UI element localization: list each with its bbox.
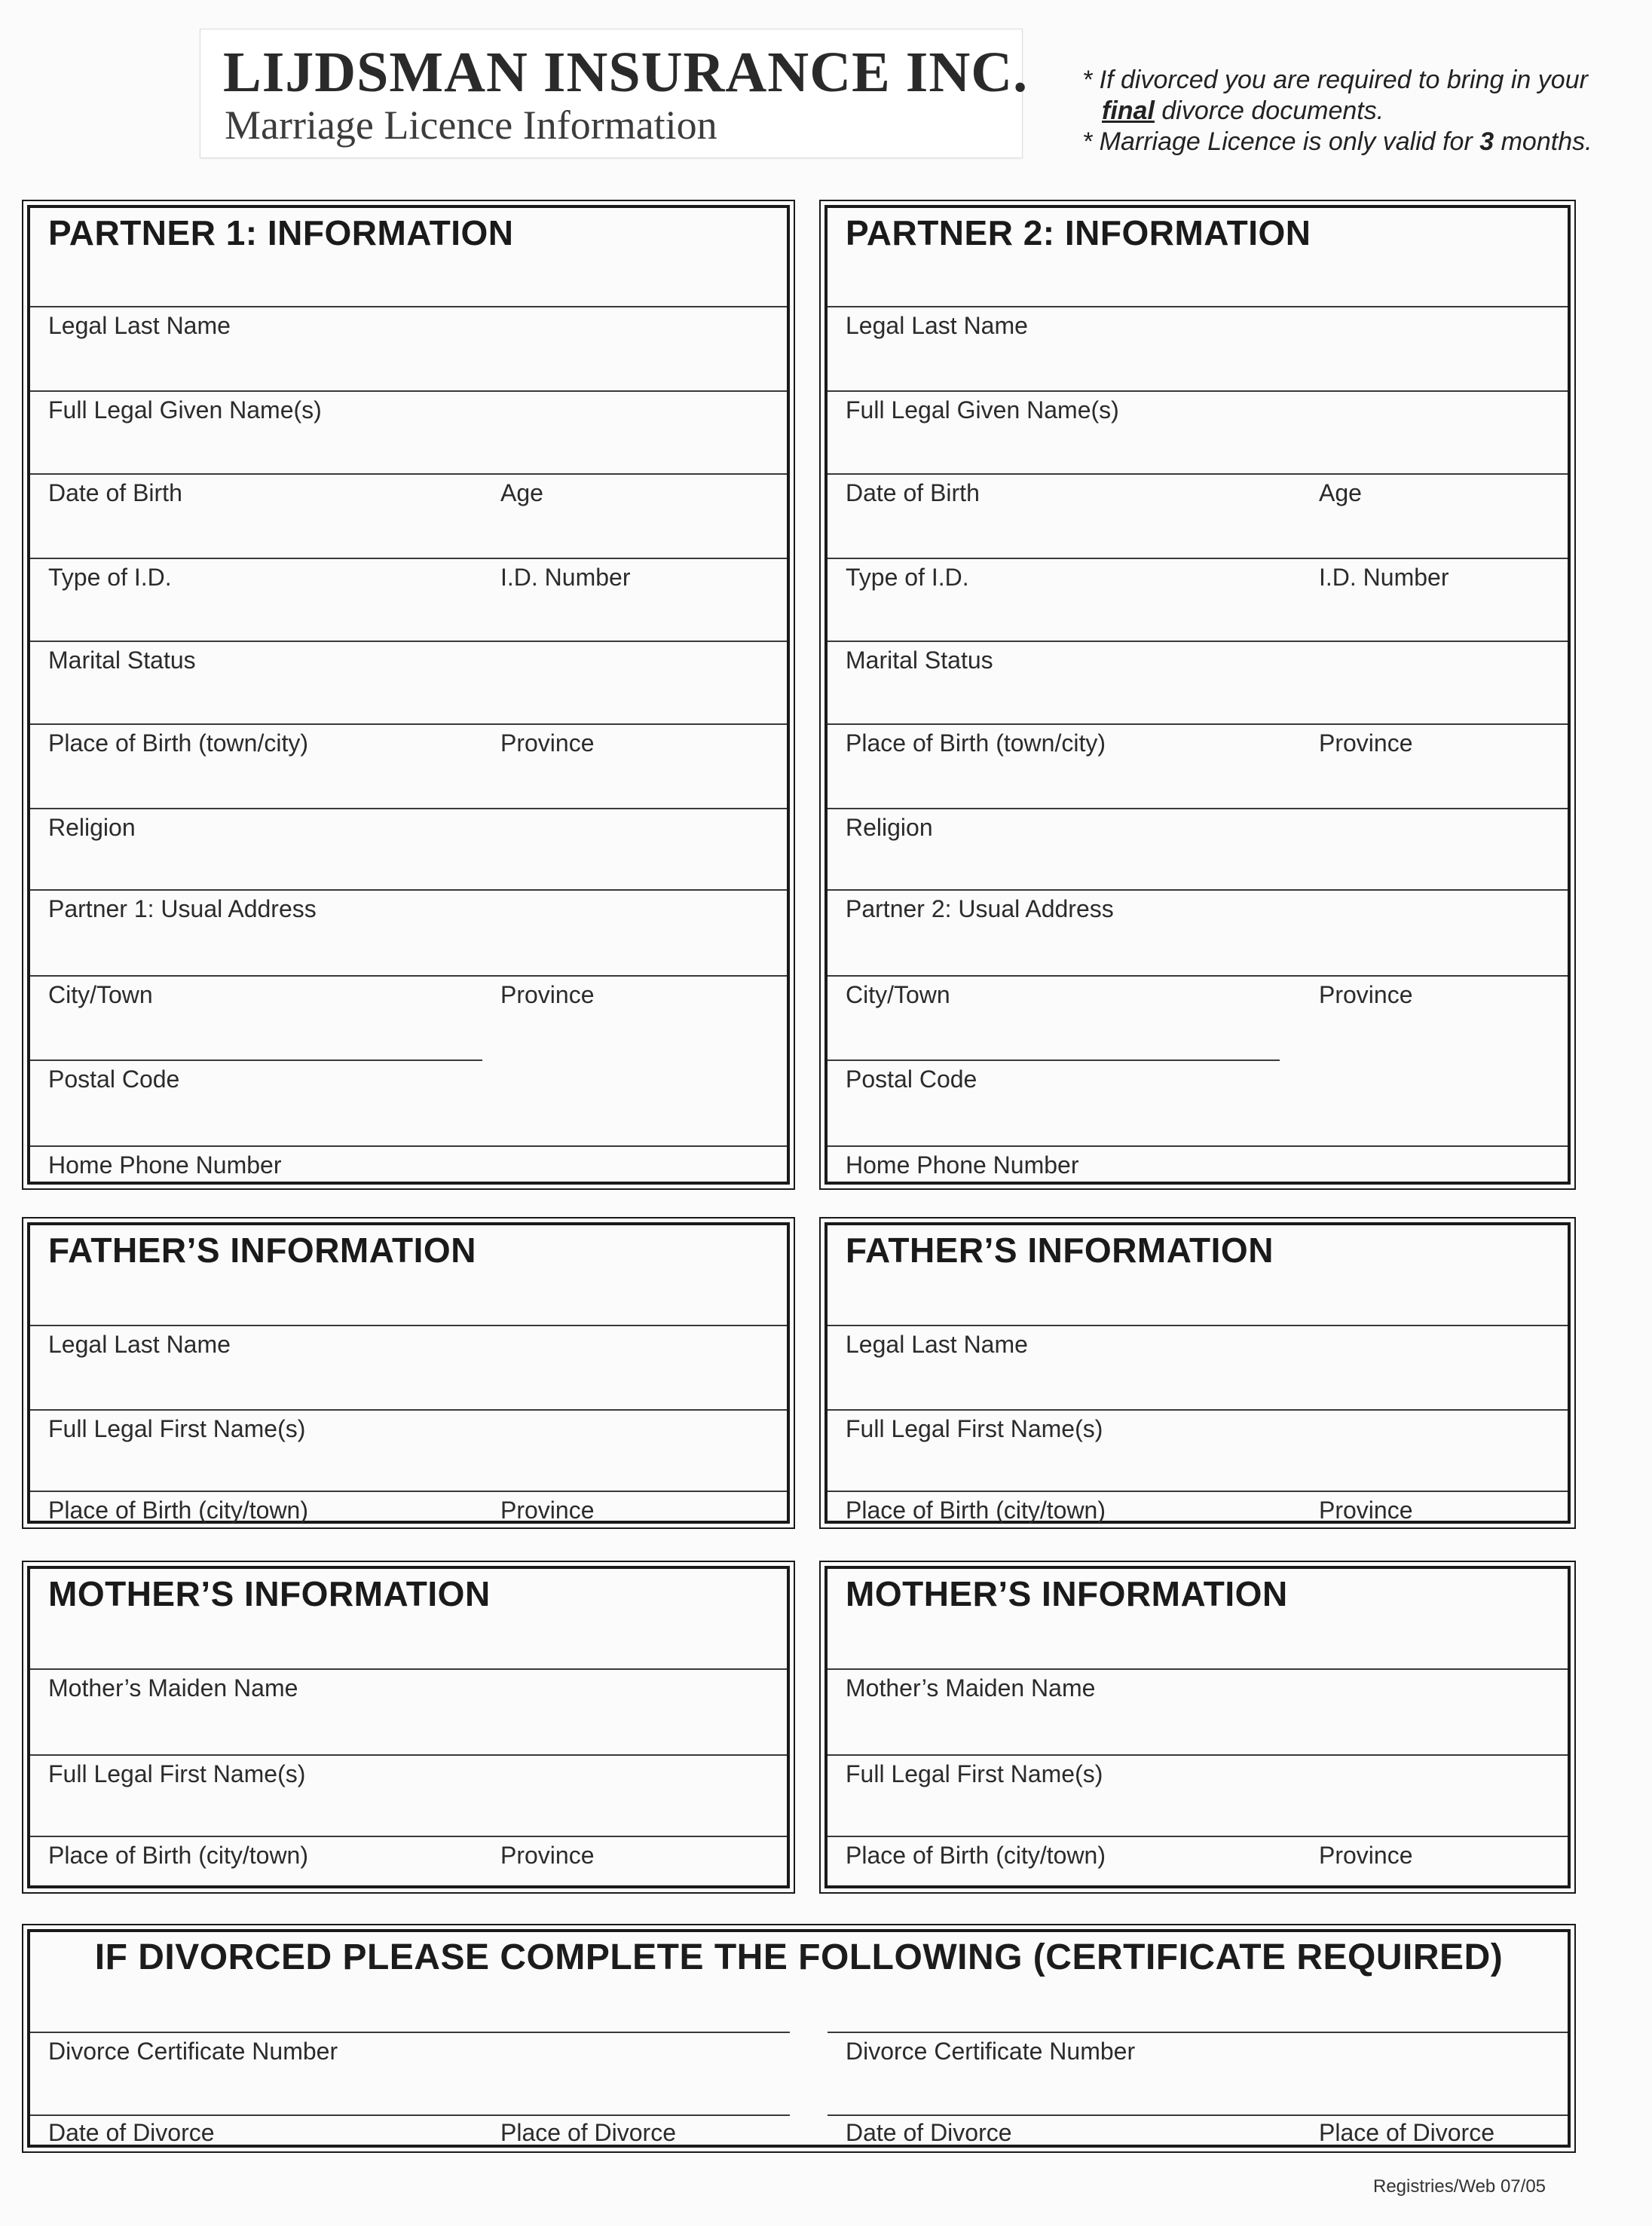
- field-label: Legal Last Name: [846, 312, 1028, 339]
- note-final-emphasis: final: [1102, 96, 1155, 125]
- field-row: [30, 641, 787, 717]
- field-label: Place of Divorce: [500, 2119, 676, 2146]
- header-card: [200, 29, 1029, 158]
- section-title: MOTHER’S INFORMATION: [846, 1574, 1288, 1613]
- field-row: [828, 1754, 1568, 1831]
- field-row: [30, 1409, 787, 1486]
- field-row: [828, 1325, 1568, 1402]
- field-row: [30, 390, 787, 467]
- field-row: [30, 1145, 787, 1183]
- field-row: [828, 306, 1568, 383]
- postal-code-line: [828, 1059, 1280, 1061]
- field-label: Date of Divorce: [48, 2119, 215, 2146]
- field-label: Province: [1319, 1497, 1413, 1524]
- note-licence-months: 3: [1479, 127, 1494, 156]
- field-row: [828, 473, 1568, 550]
- field-row: [30, 808, 787, 885]
- field-label: Place of Birth (city/town): [846, 1842, 1106, 1869]
- field-label: Partner 1: Usual Address: [48, 895, 317, 922]
- field-label: I.D. Number: [500, 564, 631, 591]
- field-row: [828, 390, 1568, 467]
- note-licence-validity: [1082, 127, 1640, 157]
- field-row: [30, 889, 787, 966]
- field-label: Place of Divorce: [1319, 2119, 1494, 2146]
- field-label: Full Legal First Name(s): [48, 1760, 306, 1787]
- field-label: Province: [500, 729, 595, 757]
- section-title: MOTHER’S INFORMATION: [48, 1574, 491, 1613]
- field-label: Legal Last Name: [846, 1331, 1028, 1358]
- field-label: Place of Birth (city/town): [48, 1842, 308, 1869]
- divorce-right-line: [828, 2114, 1568, 2116]
- field-label: Legal Last Name: [48, 312, 231, 339]
- divorce-left-line: [30, 2114, 790, 2116]
- field-row: [30, 306, 787, 383]
- field-row: [30, 558, 787, 634]
- field-label: Mother’s Maiden Name: [846, 1674, 1096, 1702]
- field-label: Place of Birth (town/city): [48, 729, 308, 757]
- partner-1-section: [27, 205, 790, 1185]
- field-label: Type of I.D.: [846, 564, 969, 591]
- section-title: PARTNER 1: INFORMATION: [48, 213, 514, 252]
- field-row: [30, 1836, 787, 1882]
- field-label: Marital Status: [48, 647, 196, 674]
- field-label: Full Legal First Name(s): [846, 1415, 1103, 1442]
- field-label: Date of Birth: [846, 479, 980, 506]
- field-label: Religion: [846, 814, 933, 841]
- field-label: Full Legal Given Name(s): [846, 396, 1119, 423]
- form-code: Registries/Web 07/05: [1373, 2176, 1546, 2197]
- field-row: [828, 1409, 1568, 1486]
- field-label: Province: [500, 1497, 595, 1524]
- field-label: Postal Code: [48, 1066, 180, 1093]
- field-label: Divorce Certificate Number: [48, 2038, 338, 2065]
- note-licence-pre: * Marriage Licence is only valid for: [1082, 127, 1480, 156]
- father-2-section: [824, 1222, 1571, 1524]
- field-label: Date of Divorce: [846, 2119, 1012, 2146]
- field-label: Province: [500, 1842, 595, 1869]
- note-divorce-line-2: [1082, 96, 1640, 127]
- field-label: City/Town: [48, 981, 153, 1008]
- field-row: [30, 1325, 787, 1402]
- field-label: Marital Status: [846, 647, 993, 674]
- field-label: I.D. Number: [1319, 564, 1449, 591]
- company-name: LIJDSMAN INSURANCE INC.: [223, 41, 1029, 104]
- field-label: Full Legal First Name(s): [48, 1415, 306, 1442]
- field-label: Home Phone Number: [48, 1151, 282, 1179]
- section-title: IF DIVORCED PLEASE COMPLETE THE FOLLOWING (CERTIFICATE REQUIRED): [94, 1937, 1504, 1977]
- field-row: [828, 641, 1568, 717]
- field-row: [30, 1754, 787, 1831]
- note-divorce-line: * If divorced you are required to bring in your: [1082, 66, 1588, 94]
- field-row: [828, 1836, 1568, 1882]
- mother-1-section: [27, 1566, 790, 1888]
- field-label: Home Phone Number: [846, 1151, 1079, 1179]
- field-label: Age: [1319, 479, 1362, 506]
- field-label: Place of Birth (town/city): [846, 729, 1106, 757]
- instructions-note: [1082, 65, 1640, 157]
- field-row: [30, 1491, 787, 1522]
- field-row: [828, 1491, 1568, 1522]
- partner-2-section: [824, 205, 1571, 1185]
- divorce-left-line: [30, 2032, 790, 2033]
- field-label: Province: [1319, 1842, 1413, 1869]
- field-label: Type of I.D.: [48, 564, 172, 591]
- field-label: Age: [500, 479, 543, 506]
- field-row: [828, 723, 1568, 800]
- divorce-section: [27, 1929, 1571, 2148]
- section-title: FATHER’S INFORMATION: [846, 1231, 1274, 1270]
- field-label: Place of Birth (city/town): [48, 1497, 308, 1524]
- field-row: [828, 975, 1568, 1052]
- field-label: Full Legal Given Name(s): [48, 396, 322, 423]
- field-row: [828, 1668, 1568, 1745]
- field-label: Place of Birth (city/town): [846, 1497, 1106, 1524]
- field-label: Religion: [48, 814, 136, 841]
- divorce-right-line: [828, 2032, 1568, 2033]
- field-row: [30, 723, 787, 800]
- field-label: Province: [1319, 729, 1413, 757]
- field-row: [828, 558, 1568, 634]
- form-title: Marriage Licence Information: [225, 102, 717, 148]
- mother-2-section: [824, 1566, 1571, 1888]
- field-label: Date of Birth: [48, 479, 182, 506]
- note-licence-post: months.: [1494, 127, 1592, 156]
- section-title: FATHER’S INFORMATION: [48, 1231, 476, 1270]
- father-1-section: [27, 1222, 790, 1524]
- field-label: Full Legal First Name(s): [846, 1760, 1103, 1787]
- field-label: Postal Code: [846, 1066, 977, 1093]
- field-label: City/Town: [846, 981, 950, 1008]
- field-row: [828, 889, 1568, 966]
- field-label: Province: [500, 981, 595, 1008]
- field-label: Partner 2: Usual Address: [846, 895, 1114, 922]
- field-label: Legal Last Name: [48, 1331, 231, 1358]
- field-row: [828, 1145, 1568, 1183]
- field-label: Mother’s Maiden Name: [48, 1674, 298, 1702]
- field-label: Province: [1319, 981, 1413, 1008]
- note-divorce-docs: divorce documents.: [1154, 96, 1384, 125]
- postal-code-line: [30, 1059, 482, 1061]
- field-row: [30, 1668, 787, 1745]
- section-title: PARTNER 2: INFORMATION: [846, 213, 1311, 252]
- field-row: [30, 473, 787, 550]
- field-row: [828, 808, 1568, 885]
- field-row: [30, 975, 787, 1052]
- field-label: Divorce Certificate Number: [846, 2038, 1136, 2065]
